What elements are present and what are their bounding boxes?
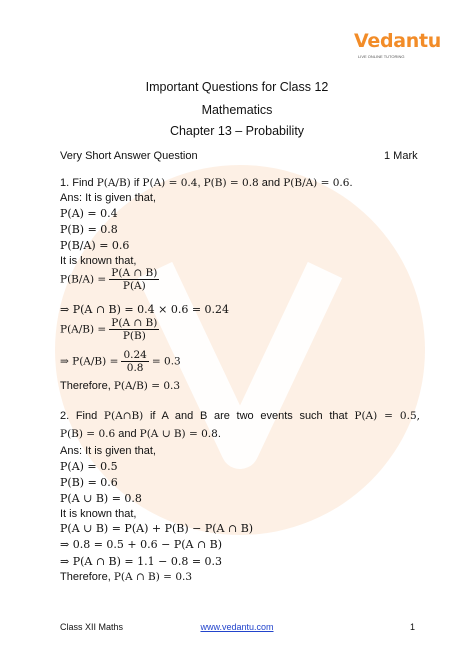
q1-and: and — [258, 177, 284, 189]
q1-result: P(A/B) = 0.3 — [113, 380, 181, 392]
q2-word-two: two — [236, 410, 254, 422]
q1-f3-den: 0.8 — [126, 362, 144, 374]
q1-answer-intro: Ans: It is given that, — [60, 192, 156, 204]
q2-word-such: such — [299, 410, 323, 422]
q1-f3-rhs: = 0.3 — [151, 355, 181, 368]
q1-f2-den: P(B) — [122, 330, 146, 342]
header-chapter: Chapter 13 – Probability — [169, 124, 305, 138]
q2-known: It is known that, — [60, 508, 137, 520]
question-1 — [60, 177, 353, 189]
q2-given-3: P(A ∪ B) = 0.8 — [60, 492, 142, 505]
q1-formula-3 — [60, 349, 181, 374]
q1-known: It is known that, — [60, 255, 137, 267]
q2-word-that: that — [329, 410, 348, 422]
q1-f2-fraction — [109, 317, 159, 342]
q1-f2-lhs: P(A/B) = — [60, 323, 107, 336]
section-title: Very Short Answer Question — [60, 150, 198, 162]
logo-tagline: LIVE ONLINE TUTORING — [358, 54, 405, 59]
q1-f1-den: P(A) — [122, 280, 146, 292]
q2-step-2: ⇒ 0.8 = 0.5 + 0.6 − P(A ∩ B) — [60, 538, 223, 551]
vedantu-logo — [354, 30, 442, 64]
q2-end: . — [217, 428, 221, 440]
q1-therefore: Therefore, — [60, 380, 114, 392]
q1-f3-fraction — [121, 349, 148, 374]
q2-therefore: Therefore, — [60, 571, 114, 583]
q2-cond-3: P(A ∪ B) = 0.8 — [139, 428, 218, 440]
q2-find: 2. Find — [60, 410, 98, 422]
q1-f1-lhs: P(B/A) = — [60, 273, 107, 286]
q1-formula-2 — [60, 317, 159, 342]
q2-word-events: events — [260, 410, 293, 422]
q2-result: P(A ∩ B) = 0.3 — [113, 571, 193, 583]
footer-class: Class XII Maths — [60, 622, 124, 632]
footer-website-link[interactable]: www.vedantu.com — [200, 622, 274, 632]
q1-given-3: P(B/A) = 0.6 — [60, 239, 130, 252]
q2-word-a: A — [161, 410, 169, 422]
header-class: Important Questions for Class 12 — [145, 80, 329, 94]
q2-word-are: are — [213, 410, 230, 422]
header-subject: Mathematics — [201, 103, 273, 117]
q1-formula-1 — [60, 267, 159, 292]
q1-f1-num: P(A ∩ B) — [111, 267, 158, 279]
q2-given-2: P(B) = 0.6 — [60, 476, 118, 489]
q2-conclusion — [60, 571, 192, 583]
q2-step-3: ⇒ P(A ∩ B) = 1.1 − 0.8 = 0.3 — [60, 555, 223, 568]
logo-text: Vedantu — [354, 30, 442, 52]
q1-cond-1: P(A) = 0.4 — [142, 177, 198, 189]
q1-cond-3: P(B/A) = 0.6 — [283, 177, 350, 189]
q1-step-1: ⇒ P(A ∩ B) = 0.4 × 0.6 = 0.24 — [60, 303, 230, 316]
q2-word-b: B — [199, 410, 208, 422]
q2-cond-1: P(A) = 0.5, — [354, 410, 420, 422]
q1-f3-num: 0.24 — [123, 349, 147, 361]
q1-sep: , — [197, 177, 204, 189]
q1-find: P(A/B) — [96, 177, 131, 189]
q1-given-2: P(B) = 0.8 — [60, 223, 118, 236]
q2-given-1: P(A) = 0.5 — [60, 460, 118, 473]
q2-word-and: and — [174, 410, 194, 422]
q1-if: if — [130, 177, 143, 189]
q1-end: . — [349, 177, 353, 189]
question-2-line-2 — [60, 428, 221, 440]
footer-page-number: 1 — [410, 622, 416, 632]
q2-cond-2: P(B) = 0.6 — [60, 428, 116, 440]
q2-step-1: P(A ∪ B) = P(A) + P(B) − P(A ∩ B) — [60, 522, 254, 535]
q1-cond-2: P(B) = 0.8 — [203, 177, 259, 189]
q2-answer-intro: Ans: It is given that, — [60, 445, 156, 457]
q1-f1-fraction — [109, 267, 159, 292]
q1-prefix: 1. Find — [60, 177, 97, 189]
question-2-line-1 — [60, 410, 420, 422]
q1-f2-num: P(A ∩ B) — [111, 317, 158, 329]
q2-and: and — [115, 428, 140, 440]
q2-word-if: if — [149, 410, 156, 422]
q1-f3-lhs: ⇒ P(A/B) = — [60, 355, 119, 368]
section-marks: 1 Mark — [384, 150, 418, 162]
q1-conclusion — [60, 380, 180, 392]
q2-target: P(A∩B) — [103, 410, 144, 422]
q1-given-1: P(A) = 0.4 — [60, 207, 118, 220]
